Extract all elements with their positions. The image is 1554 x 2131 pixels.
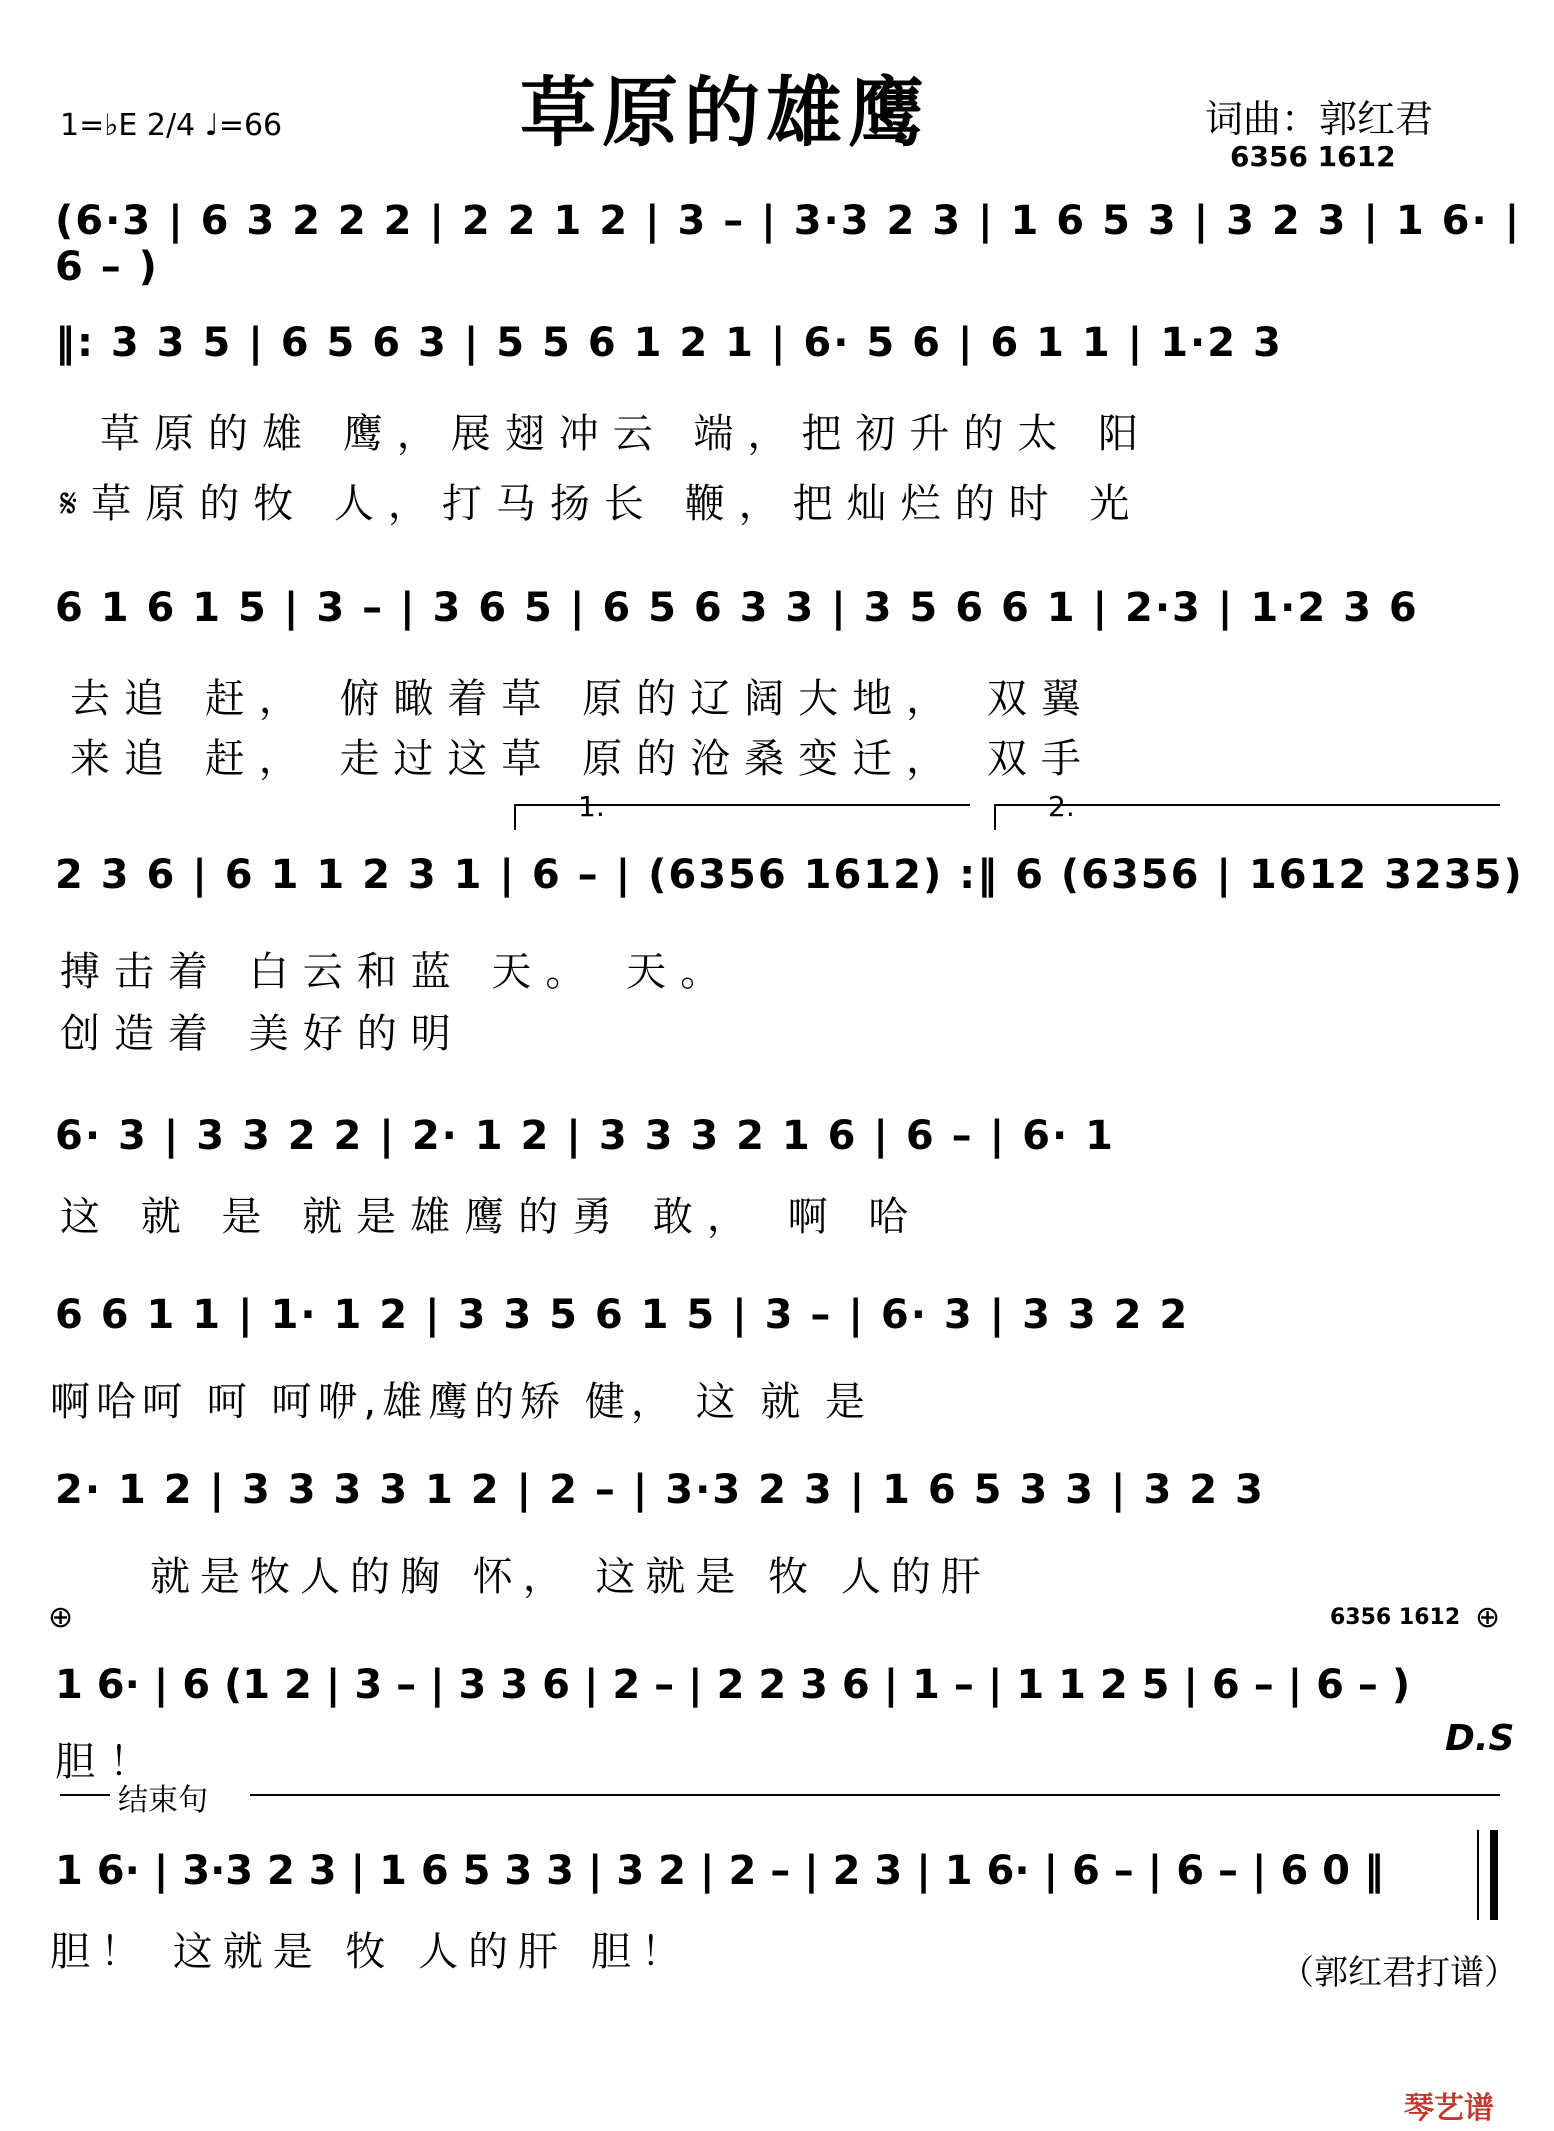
volta-2-label: 2. bbox=[1048, 790, 1075, 823]
notes-line-4: 2 3 6 | 6 1 1 2 3 1 | 6 – | (6356 1612) :‖ 6 (6356 | 1612 3235) bbox=[55, 852, 1524, 898]
final-barline bbox=[1490, 1830, 1498, 1920]
notes-line-7: 2· 1 2 | 3 3 3 3 1 2 | 2 – | 3·3 2 3 | 1 6 5 3 3 | 3 2 3 bbox=[55, 1467, 1265, 1513]
credit: 词曲：郭红君 bbox=[1205, 97, 1434, 141]
lyrics-line-7: 就是牧人的胸 怀， 这就是 牧 人的肝 bbox=[150, 1554, 991, 1600]
notes-line-5: 6· 3 | 3 3 2 2 | 2· 1 2 | 3 3 3 2 1 6 | 6 – | 6· 1 bbox=[55, 1113, 1115, 1159]
lyrics-line-9: 胆！ 这就是 牧 人的肝 胆！ bbox=[50, 1929, 691, 1975]
intro-ornament-notes: 6356 1612 bbox=[1230, 140, 1396, 173]
lyrics-line-6: 啊哈呵 呵 呵咿,雄鹰的矫 健， 这 就 是 bbox=[50, 1379, 872, 1425]
notes-line-9: 1 6· | 3·3 2 3 | 1 6 5 3 3 | 3 2 | 2 – | 2 3 | 1 6· | 6 – | 6 – | 6 0 ‖ bbox=[55, 1848, 1384, 1894]
typist-credit: （郭红君打谱） bbox=[1280, 1953, 1518, 1993]
brand-logo: 琴艺谱 bbox=[1404, 2091, 1494, 2126]
lyrics-line-5: 这 就 是 就是雄鹰的勇 敢， 啊 哈 bbox=[60, 1194, 923, 1240]
lyrics-line-4-verse-2: 创造着 美好的明 bbox=[60, 1011, 465, 1057]
lyrics-line-3-verse-2: 来追 赶， 走过这草 原的沧桑变迁， 双手 bbox=[70, 736, 1095, 782]
notes-line-2: ‖: 3 3 5 | 6 5 6 3 | 5 5 6 1 2 1 | 6· 5 6 | 6 1 1 | 1·2 3 bbox=[55, 320, 1283, 366]
volta-2-bracket bbox=[995, 805, 1500, 830]
notes-line-8: 1 6· | 6 (1 2 | 3 – | 3 3 6 | 2 – | 2 2 3 6 | 1 – | 1 1 2 5 | 6 – | 6 – ) bbox=[55, 1662, 1411, 1708]
volta-1-bracket bbox=[515, 805, 970, 830]
lyrics-line-2-verse-1: 草原的雄 鹰，展翅冲云 端，把初升的太 阳 bbox=[100, 411, 1153, 457]
notes-line-6: 6 6 1 1 | 1· 1 2 | 3 3 5 6 1 5 | 3 – | 6· 3 | 3 3 2 2 bbox=[55, 1292, 1190, 1338]
coda-sign-right-icon: ⊕ bbox=[1475, 1600, 1501, 1635]
coda-sign-icon: ⊕ bbox=[48, 1600, 74, 1635]
ending-small-notes: 6356 1612 bbox=[1330, 1605, 1461, 1630]
notes-line-3: 6 1 6 1 5 | 3 – | 3 6 5 | 6 5 6 3 3 | 3 5 6 6 1 | 2·3 | 1·2 3 6 bbox=[55, 585, 1419, 631]
dal-segno-mark: D.S bbox=[1445, 1718, 1515, 1759]
lyrics-line-3-verse-1: 去追 赶， 俯瞰着草 原的辽阔大地， 双翼 bbox=[70, 676, 1095, 722]
lyrics-line-8: 胆！ bbox=[55, 1739, 163, 1785]
lyrics-line-4-verse-1: 搏击着 白云和蓝 天。 天。 bbox=[60, 949, 735, 995]
notes-line-1: (6·3 | 6 3 2 2 2 | 2 2 1 2 | 3 – | 3·3 2 3 | 1 6 5 3 | 3 2 3 | 1 6· | 6 – ) bbox=[55, 198, 1522, 290]
volta-1-label: 1. bbox=[578, 790, 605, 823]
lyrics-line-2-verse-2: 𝄋草原的牧 人，打马扬长 鞭，把灿烂的时 光 bbox=[60, 481, 1144, 527]
ending-section-label: 结束句 bbox=[118, 1783, 208, 1818]
key-signature: 1=♭E 2/4 ♩=66 bbox=[60, 108, 283, 143]
song-title: 草原的雄鹰 bbox=[520, 68, 930, 157]
